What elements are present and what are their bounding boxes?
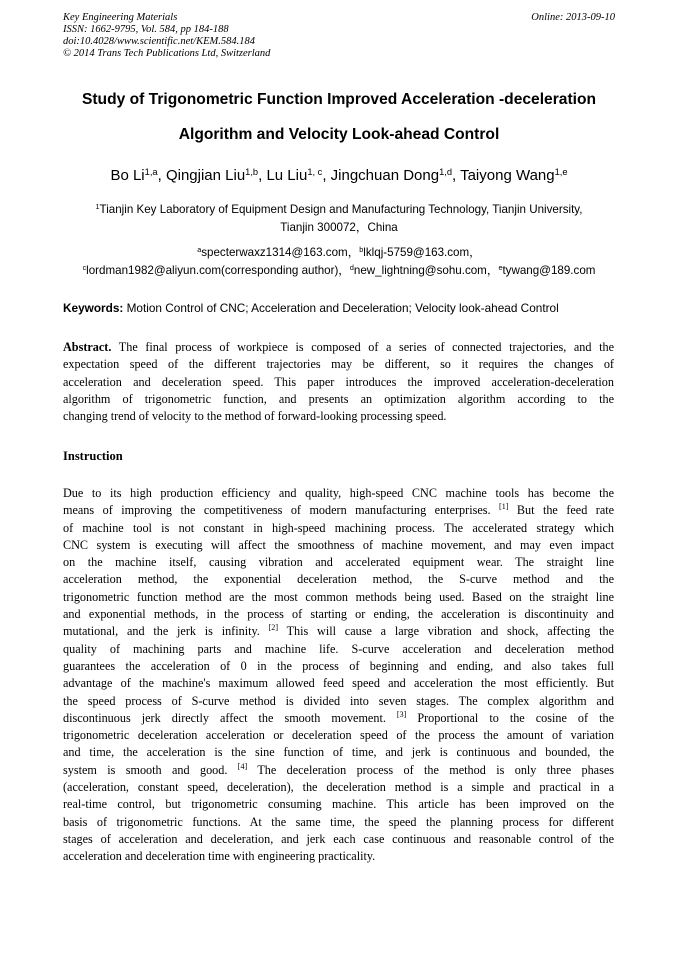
citation-ref: [1] [499,502,509,512]
email-sup: e [498,263,503,273]
abstract-line: changing trend of velocity to the method of forward-looking processing speed. [63,409,447,424]
email-address: specterwaxz1314@163.com， [201,246,360,259]
affiliation-line-1 [40,203,638,217]
author-affil-sup: 1,d [439,166,453,177]
abstract-line [63,339,614,356]
author-separator: , [258,167,267,184]
section-heading: Instruction [63,449,123,463]
email-address: new_lightning@sohu.com， [353,264,499,277]
affiliation-sup: 1 [95,202,100,212]
body-line [63,710,614,727]
paper-title-line-2: Algorithm and Velocity Look-ahead Control [178,126,500,143]
body-line: guarantees the acceleration of 0 in the process of beginning and ending, and also takes full [63,658,614,673]
copyright-line: © 2014 Trans Tech Publications Ltd, Switzerland [63,48,271,59]
abstract [63,339,614,425]
author-list [30,167,648,185]
body-line: on the machine itself, causing vibration and accelerated equipment wear. The straight line [63,555,614,570]
body-line: quality of machining parts and machine life. S-curve acceleration and deceleration method [63,641,614,656]
body-text: The deceleration process of the method is only three phases [247,762,614,777]
journal-header [63,12,615,60]
body-line: advantage of the machine's maximum allowed feed speed and acceleration the most efficiently. But [63,676,614,691]
email-address: lklqj-5759@163.com， [363,246,481,259]
body-text: This will cause a large vibration and shock, affecting the [278,624,614,639]
body-line: basis of trigonometric functions. At the same time, the speed the planning process for different [63,814,614,829]
body-line: (acceleration, constant speed, deceleration), the deceleration method is a simple and practical in a [63,780,614,795]
email-address: lordman1982@aliyun.com(corresponding author)， [86,264,350,277]
body-text: mutational, and the jerk is infinity. [63,624,260,639]
doi-line: doi:10.4028/www.scientific.net/KEM.584.184 [63,36,255,47]
author-name: Taiyong Wang [460,167,555,184]
author-affil-sup: 1, c [307,166,323,177]
email-address: tywang@189.com [502,264,596,277]
author-name: Lu Liu [266,167,308,184]
body-line: acceleration method, the exponential deceleration method, the S-curve method and the [63,572,614,587]
body-line: trigonometric deceleration acceleration or deceleration speed of the process the amount of variation [63,728,614,743]
abstract-label: Abstract. [63,340,112,354]
author-separator: , [322,167,331,184]
email-sup: b [359,245,364,255]
affiliation-line-2: Tianjin 300072，China [280,221,398,234]
keywords [63,301,623,315]
keywords-label: Keywords: [63,301,124,315]
body-line: CNC system is executing will affect the smoothness of machine movement, and may even impact [63,537,614,552]
abstract-text: The final process of workpiece is composed of a series of connected trajectories, and the [111,340,614,354]
paper-title-line-1: Study of Trigonometric Function Improved Acceleration -deceleration [81,91,597,108]
email-sup: d [349,263,354,273]
author-separator: , [452,167,461,184]
journal-name: Key Engineering Materials [63,12,178,23]
body-line: of machine tool is not constant in high-speed machining process. The accelerated strategy which [63,520,614,535]
author-affil-sup: 1,e [554,166,568,177]
body-text: discontinuous jerk directly affect the smooth movement. [63,710,386,725]
email-sup: c [82,263,87,273]
abstract-line: acceleration and deceleration speed. This paper introduces the improved acceleration-deceleration [63,374,614,389]
citation-ref: [2] [268,623,279,633]
abstract-line: expectation speed of the different trajectories may be different, so it requires the changes of [63,357,614,372]
body-line: the speed process of S-curve method is divided into seven stages. The complex algorithm and [63,693,614,708]
author-name: Qingjian Liu [165,167,246,184]
body-line: acceleration and deceleration time with engineering practicality. [63,849,376,864]
citation-ref: [4] [237,761,248,771]
body-text: But the feed rate [508,503,615,518]
citation-ref: [3] [396,710,407,720]
body-line: real-time control, but trigonometric consuming machine. This article has been improved on the [63,797,614,812]
body-line: and exponential methods, in the process of starting or ending, the acceleration is discontinuity and [63,607,614,622]
body-line: and time, the acceleration is the sine function of time, and jerk is continuous and bounded, the [63,745,614,760]
body-text: Proportional to the cosine of the [406,710,614,725]
body-line: stages of acceleration and deceleration, and jerk each case continuous and reasonable control of the [63,831,614,846]
online-date: Online: 2013-09-10 [531,12,615,23]
affiliation-text: Tianjin Key Laboratory of Equipment Design and Manufacturing Technology, Tianjin University, [99,203,583,216]
author-affil-sup: 1,b [245,166,259,177]
author-affil-sup: 1,a [144,166,158,177]
issn-line: ISSN: 1662-9795, Vol. 584, pp 184-188 [63,24,229,35]
body-text: means of improving the competitiveness of modern manufacturing enterprises. [63,503,491,518]
email-sup: a [197,245,202,255]
abstract-line: algorithm of trigonometric function, and presents an optimization algorithm according to the [63,391,614,406]
body-text: system is smooth and good. [63,762,228,777]
body-line [63,623,614,640]
email-line-2 [40,264,638,278]
author-name: Jingchuan Dong [330,167,440,184]
body-line: Due to its high production efficiency and quality, high-speed CNC machine tools has become the [63,486,614,500]
email-line-1 [40,246,638,260]
intro-paragraph [63,485,614,866]
keywords-text: Motion Control of CNC; Acceleration and Deceleration; Velocity look-ahead Control [123,301,559,315]
author-separator: , [157,167,166,184]
body-line [63,762,614,779]
author-name: Bo Li [110,167,145,184]
body-line: trigonometric function method are the most common methods being used. Based on the straight line [63,589,614,604]
body-line [63,502,614,519]
